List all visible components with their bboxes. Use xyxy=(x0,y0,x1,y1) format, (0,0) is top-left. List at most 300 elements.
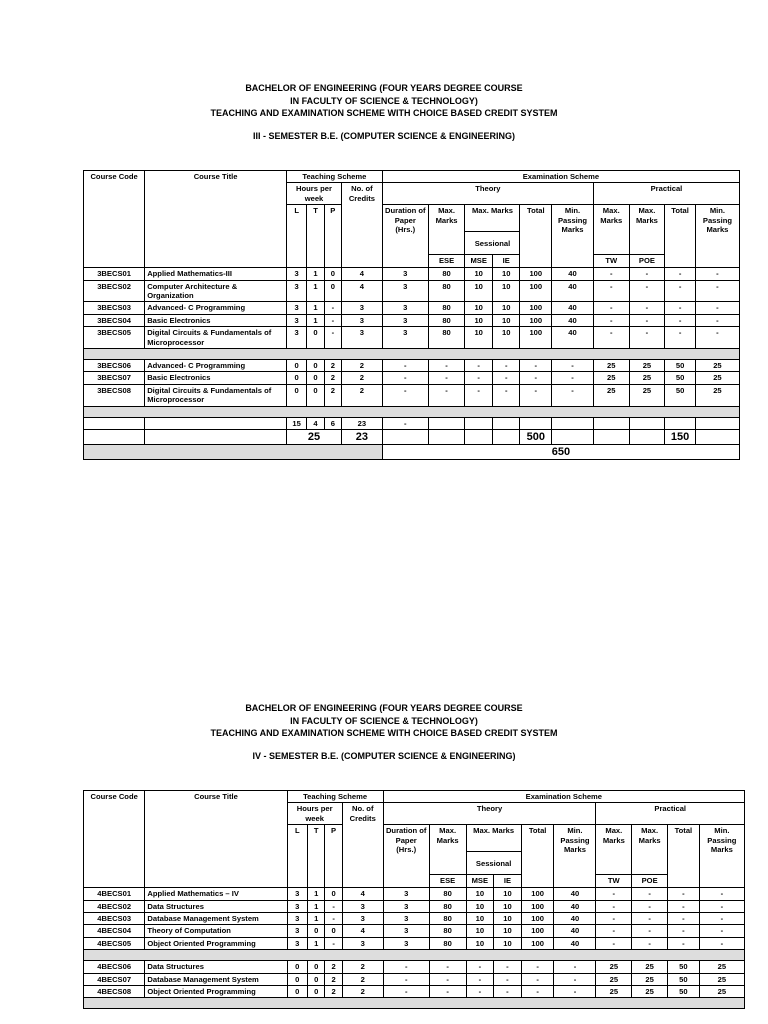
blank xyxy=(428,430,465,445)
cell-min-passing: 40 xyxy=(554,925,596,937)
cell-practical-total: - xyxy=(665,280,696,302)
cell-tw: 25 xyxy=(596,961,632,973)
cell-poe: - xyxy=(632,937,668,949)
cell-t: 0 xyxy=(307,384,324,406)
cell-course-code: 3BECS01 xyxy=(84,268,145,280)
cell-l: 3 xyxy=(286,280,306,302)
cell-practical-min: 25 xyxy=(699,986,744,998)
sem4-scheme-table xyxy=(83,790,745,1009)
cell-p: 0 xyxy=(324,280,341,302)
cell-course-code: 4BECS04 xyxy=(84,925,145,937)
cell-duration: 3 xyxy=(382,314,428,326)
cell-l: 0 xyxy=(287,961,307,973)
blank xyxy=(629,430,665,445)
col-theory: Theory xyxy=(382,183,593,205)
cell-p: 2 xyxy=(324,360,341,372)
cell-ie: 10 xyxy=(494,900,522,912)
cell-mse: 10 xyxy=(466,888,494,900)
cell-p: - xyxy=(324,302,341,314)
blank xyxy=(665,417,696,429)
col-hours-per-week: Hours per week xyxy=(287,803,342,825)
cell-course-code: 4BECS03 xyxy=(84,913,145,925)
cell-credits: 2 xyxy=(342,961,383,973)
cell-l: 0 xyxy=(287,973,307,985)
sem3-semester-title: III - SEMESTER B.E. (COMPUTER SCIENCE & ENGINEERING) xyxy=(252,130,516,141)
cell-p: 0 xyxy=(324,268,341,280)
col-duration: Duration of Paper (Hrs.) xyxy=(382,205,428,268)
cell-ese: - xyxy=(429,986,466,998)
sem3-totals xyxy=(84,417,740,459)
cell-practical-min: - xyxy=(695,268,739,280)
cell-course-title: Digital Circuits & Fundamentals of Microprocessor xyxy=(145,384,287,406)
cell-tw: 25 xyxy=(596,986,632,998)
cell-practical-total: - xyxy=(668,937,700,949)
cell-mse: 10 xyxy=(465,327,493,349)
cell-duration: 3 xyxy=(383,900,429,912)
col-teaching-scheme: Teaching Scheme xyxy=(287,791,383,803)
cell-ese: 80 xyxy=(429,900,466,912)
cell-l: 3 xyxy=(287,913,307,925)
cell-duration: 3 xyxy=(383,925,429,937)
col-duration: Duration of Paper (Hrs.) xyxy=(383,825,429,888)
cell-min-passing: - xyxy=(552,384,594,406)
cell-min-passing: - xyxy=(554,961,596,973)
cell-ie: 10 xyxy=(492,327,520,349)
cell-tw: - xyxy=(593,314,629,326)
credits-total: 23 xyxy=(342,430,383,445)
cell-duration: 3 xyxy=(382,268,428,280)
cell-tw: - xyxy=(596,888,632,900)
cell-practical-total: - xyxy=(668,913,700,925)
cell-ese: 80 xyxy=(428,268,465,280)
table-row xyxy=(84,314,740,326)
col-max-marks-sessional: Max. Marks xyxy=(465,205,520,232)
table-row xyxy=(84,913,745,925)
cell-practical-min: 25 xyxy=(699,973,744,985)
cell-ie: 10 xyxy=(492,280,520,302)
cell-practical-total: - xyxy=(668,900,700,912)
cell-credits: 4 xyxy=(342,925,383,937)
col-ie: IE xyxy=(494,875,522,888)
col-max-marks-ese: Max. Marks xyxy=(429,825,466,852)
col-max-marks-ese: Max. Marks xyxy=(428,205,465,232)
cell-credits: 2 xyxy=(342,360,383,372)
cell-ese: 80 xyxy=(428,327,465,349)
separator xyxy=(84,950,745,961)
cell-credits: 3 xyxy=(342,937,383,949)
cell-course-code: 3BECS07 xyxy=(84,372,145,384)
sem4-heading-line1: BACHELOR OF ENGINEERING (FOUR YEARS DEGREE COURSE xyxy=(245,703,523,713)
col-tw: TW xyxy=(593,255,629,268)
blank xyxy=(492,430,520,445)
cell-l: 3 xyxy=(287,925,307,937)
cell-duration: - xyxy=(382,372,428,384)
cell-tw: 25 xyxy=(593,372,629,384)
cell-tw: 25 xyxy=(593,384,629,406)
cell-practical-total: 50 xyxy=(668,961,700,973)
blank xyxy=(465,430,493,445)
cell-total: 100 xyxy=(520,314,552,326)
cell-ese: - xyxy=(428,372,465,384)
blank xyxy=(593,430,629,445)
cell-mse: 10 xyxy=(466,937,494,949)
cell-course-title: Object Oriented Programming xyxy=(145,986,287,998)
cell-poe: 25 xyxy=(632,973,668,985)
col-p: P xyxy=(325,825,342,888)
col-t: T xyxy=(308,825,325,888)
sem4-semester-title: IV - SEMESTER B.E. (COMPUTER SCIENCE & ENGINEERING) xyxy=(252,750,516,761)
cell-min-passing: 40 xyxy=(552,302,594,314)
cell-duration: 3 xyxy=(382,280,428,302)
cell-min-passing: 40 xyxy=(552,268,594,280)
col-poe: POE xyxy=(632,875,668,888)
col-examination-scheme: Examination Scheme xyxy=(382,171,739,183)
col-ese: ESE xyxy=(429,875,466,888)
table-row xyxy=(84,986,745,998)
blank xyxy=(629,232,665,255)
cell-course-title: Object Oriented Programming xyxy=(145,937,287,949)
cell-poe: - xyxy=(632,913,668,925)
cell-l: 3 xyxy=(286,314,306,326)
col-practical-min: Min. Passing Marks xyxy=(699,825,744,888)
cell-practical-total: 50 xyxy=(668,986,700,998)
sem4-theory-rows xyxy=(84,888,745,950)
cell-poe: 25 xyxy=(629,372,665,384)
cell-course-title: Advanced- C Programming xyxy=(145,302,287,314)
col-examination-scheme: Examination Scheme xyxy=(383,791,744,803)
cell-ese: 80 xyxy=(429,913,466,925)
cell-practical-min: - xyxy=(695,314,739,326)
col-sessional: Sessional xyxy=(465,232,520,255)
cell-poe: - xyxy=(632,900,668,912)
separator xyxy=(84,349,740,360)
cell-t: 0 xyxy=(308,986,325,998)
cell-poe: - xyxy=(632,925,668,937)
cell-t: 1 xyxy=(308,888,325,900)
col-practical-total: Total xyxy=(665,205,696,268)
theory-total: 500 xyxy=(520,430,552,445)
cell-practical-total: 50 xyxy=(668,973,700,985)
table-row xyxy=(84,360,740,372)
cell-l: 3 xyxy=(286,268,306,280)
col-course-code: Course Code xyxy=(84,791,145,888)
cell-ese: 80 xyxy=(429,888,466,900)
col-ese: ESE xyxy=(428,255,465,268)
col-practical-max-1: Max. Marks xyxy=(596,825,632,852)
cell-poe: - xyxy=(629,280,665,302)
blank xyxy=(429,852,466,875)
blank xyxy=(428,232,465,255)
sem4-table-header xyxy=(84,791,745,888)
cell-course-title: Database Management System xyxy=(145,913,287,925)
sem4-heading-line3: TEACHING AND EXAMINATION SCHEME WITH CHOICE BASED CREDIT SYSTEM xyxy=(210,728,558,738)
cell-course-code: 4BECS01 xyxy=(84,888,145,900)
cell-min-passing: - xyxy=(554,973,596,985)
cell-poe: - xyxy=(629,268,665,280)
blank xyxy=(596,852,632,875)
cell-credits: 2 xyxy=(342,986,383,998)
cell-min-passing: 40 xyxy=(554,888,596,900)
cell-min-passing: - xyxy=(552,360,594,372)
cell-course-code: 3BECS06 xyxy=(84,360,145,372)
cell-total: 100 xyxy=(521,888,554,900)
cell-total: 100 xyxy=(521,913,554,925)
cell-poe: - xyxy=(629,327,665,349)
cell-l: 0 xyxy=(287,986,307,998)
cell-course-code: 4BECS07 xyxy=(84,973,145,985)
cell-course-title: Digital Circuits & Fundamentals of Microprocessor xyxy=(145,327,287,349)
cell-total: - xyxy=(520,372,552,384)
cell-practical-min: 25 xyxy=(699,961,744,973)
cell-ie: 10 xyxy=(492,268,520,280)
cell-total: - xyxy=(520,384,552,406)
cell-p: - xyxy=(325,937,342,949)
cell-credits: 4 xyxy=(342,888,383,900)
col-course-code: Course Code xyxy=(84,171,145,268)
cell-total: - xyxy=(521,986,554,998)
blank xyxy=(84,445,383,460)
sem3-theory-rows xyxy=(84,268,740,349)
cell-duration: - xyxy=(383,986,429,998)
cell-practical-min: 25 xyxy=(695,384,739,406)
cell-min-passing: 40 xyxy=(552,314,594,326)
cell-practical-total: 50 xyxy=(665,372,696,384)
cell-poe: - xyxy=(629,302,665,314)
cell-mse: - xyxy=(465,372,493,384)
cell-p: 0 xyxy=(325,888,342,900)
cell-ese: - xyxy=(428,360,465,372)
cell-p: 2 xyxy=(324,384,341,406)
cell-ese: 80 xyxy=(429,925,466,937)
blank xyxy=(695,430,739,445)
cell-course-title: Advanced- C Programming xyxy=(145,360,287,372)
cell-min-passing: 40 xyxy=(554,937,596,949)
cell-practical-total: - xyxy=(668,925,700,937)
col-l: L xyxy=(287,825,307,888)
cell-mse: - xyxy=(466,973,494,985)
cell-min-passing: - xyxy=(552,372,594,384)
table-row xyxy=(84,268,740,280)
cell-total: 100 xyxy=(521,900,554,912)
cell-poe: 25 xyxy=(632,986,668,998)
blank xyxy=(145,430,287,445)
col-theory: Theory xyxy=(383,803,596,825)
cell-t: 0 xyxy=(308,961,325,973)
col-mse: MSE xyxy=(465,255,493,268)
sem4-gap-2 xyxy=(84,998,745,1009)
cell-practical-min: 25 xyxy=(695,372,739,384)
cell-practical-min: - xyxy=(699,913,744,925)
cell-ese: - xyxy=(428,384,465,406)
cell-poe: 25 xyxy=(629,360,665,372)
sem3-heading xyxy=(0,82,768,142)
cell-min-passing: - xyxy=(554,986,596,998)
cell-tw: 25 xyxy=(596,973,632,985)
col-t: T xyxy=(307,205,324,268)
cell-p: 2 xyxy=(325,986,342,998)
cell-poe: - xyxy=(629,314,665,326)
cell-min-passing: 40 xyxy=(552,280,594,302)
cell-credits: 3 xyxy=(342,302,383,314)
cell-duration: 3 xyxy=(383,888,429,900)
cell-practical-min: - xyxy=(699,937,744,949)
cell-total: - xyxy=(520,360,552,372)
cell-course-code: 4BECS05 xyxy=(84,937,145,949)
cell-mse: 10 xyxy=(466,925,494,937)
cell-p: - xyxy=(325,913,342,925)
blank xyxy=(629,417,665,429)
table-row xyxy=(84,302,740,314)
cell-duration: - xyxy=(383,973,429,985)
cell-ie: - xyxy=(492,360,520,372)
blank xyxy=(593,232,629,255)
cell-practical-min: - xyxy=(695,302,739,314)
cell-course-title: Data Structures xyxy=(145,900,287,912)
table-row xyxy=(84,372,740,384)
cell-total: 100 xyxy=(520,280,552,302)
sem3-gap-1 xyxy=(84,349,740,360)
blank xyxy=(593,417,629,429)
cell-practical-total: - xyxy=(665,314,696,326)
cell-ie: - xyxy=(492,384,520,406)
cell-course-title: Computer Architecture & Organization xyxy=(145,280,287,302)
cell-p: - xyxy=(324,327,341,349)
cell-l: 0 xyxy=(286,384,306,406)
cell-course-code: 4BECS08 xyxy=(84,986,145,998)
sem3-gap-2 xyxy=(84,406,740,417)
col-practical: Practical xyxy=(593,183,739,205)
cell-p: 2 xyxy=(325,961,342,973)
sem4-heading xyxy=(0,702,768,762)
cell-tw: - xyxy=(596,937,632,949)
cell-practical-total: 50 xyxy=(665,384,696,406)
cell-p: 2 xyxy=(325,973,342,985)
cell-duration: - xyxy=(383,961,429,973)
col-practical-max-1: Max. Marks xyxy=(593,205,629,232)
cell-practical-total: - xyxy=(668,888,700,900)
cell-t: 0 xyxy=(308,973,325,985)
sem3-scheme-table xyxy=(83,170,740,460)
cell-min-passing: 40 xyxy=(552,327,594,349)
cell-t: 0 xyxy=(307,327,324,349)
cell-t: 1 xyxy=(308,913,325,925)
blank xyxy=(632,852,668,875)
cell-mse: 10 xyxy=(466,900,494,912)
cell-l: 3 xyxy=(287,888,307,900)
cell-t: 0 xyxy=(308,925,325,937)
col-total: Total xyxy=(520,205,552,268)
col-p: P xyxy=(324,205,341,268)
cell-total: 100 xyxy=(520,268,552,280)
cell-ie: - xyxy=(492,372,520,384)
cell-practical-total: - xyxy=(665,302,696,314)
cell-tw: - xyxy=(593,268,629,280)
grand-total: 650 xyxy=(382,445,739,460)
cell-l: 0 xyxy=(286,360,306,372)
cell-ie: 10 xyxy=(494,913,522,925)
cell-poe: 25 xyxy=(629,384,665,406)
cell-l: 3 xyxy=(287,900,307,912)
cell-ie: 10 xyxy=(494,937,522,949)
cell-ie: 10 xyxy=(494,888,522,900)
cell-course-code: 4BECS02 xyxy=(84,900,145,912)
cell-min-passing: 40 xyxy=(554,900,596,912)
cell-poe: - xyxy=(632,888,668,900)
cell-practical-min: - xyxy=(699,900,744,912)
table-row xyxy=(84,900,745,912)
col-l: L xyxy=(286,205,306,268)
col-min-passing: Min. Passing Marks xyxy=(554,825,596,888)
cell-course-code: 3BECS03 xyxy=(84,302,145,314)
cell-t: 0 xyxy=(307,360,324,372)
cell-total: - xyxy=(521,961,554,973)
total-duration: - xyxy=(382,417,428,429)
total-l: 15 xyxy=(286,417,306,429)
cell-course-title: Applied Mathematics – IV xyxy=(145,888,287,900)
separator xyxy=(84,998,745,1009)
total-t: 4 xyxy=(307,417,324,429)
total-credits-sub: 23 xyxy=(342,417,383,429)
cell-duration: 3 xyxy=(382,327,428,349)
cell-poe: 25 xyxy=(632,961,668,973)
cell-p: - xyxy=(324,314,341,326)
col-max-marks-sessional: Max. Marks xyxy=(466,825,521,852)
cell-credits: 4 xyxy=(342,280,383,302)
col-sessional: Sessional xyxy=(466,852,521,875)
cell-p: 0 xyxy=(325,925,342,937)
cell-mse: 10 xyxy=(465,314,493,326)
col-teaching-scheme: Teaching Scheme xyxy=(286,171,382,183)
cell-practical-min: 25 xyxy=(695,360,739,372)
cell-ese: 80 xyxy=(428,280,465,302)
cell-ese: 80 xyxy=(428,314,465,326)
col-no-of-credits: No. of Credits xyxy=(342,803,383,888)
cell-credits: 2 xyxy=(342,973,383,985)
cell-p: - xyxy=(325,900,342,912)
cell-p: 2 xyxy=(324,372,341,384)
cell-course-code: 3BECS04 xyxy=(84,314,145,326)
col-poe: POE xyxy=(629,255,665,268)
table-row xyxy=(84,384,740,406)
cell-course-title: Applied Mathematics-III xyxy=(145,268,287,280)
cell-ie: 10 xyxy=(492,314,520,326)
table-row xyxy=(84,888,745,900)
blank xyxy=(552,417,594,429)
cell-mse: 10 xyxy=(466,913,494,925)
cell-course-title: Theory of Computation xyxy=(145,925,287,937)
cell-course-code: 3BECS05 xyxy=(84,327,145,349)
cell-t: 1 xyxy=(307,314,324,326)
table-row xyxy=(84,925,745,937)
blank xyxy=(492,417,520,429)
cell-practical-total: 50 xyxy=(665,360,696,372)
table-row xyxy=(84,327,740,349)
cell-total: 100 xyxy=(520,327,552,349)
cell-credits: 4 xyxy=(342,268,383,280)
cell-ie: - xyxy=(494,961,522,973)
cell-course-title: Basic Electronics xyxy=(145,372,287,384)
cell-duration: - xyxy=(382,360,428,372)
col-total: Total xyxy=(521,825,554,888)
cell-tw: - xyxy=(596,925,632,937)
total-p: 6 xyxy=(324,417,341,429)
sem4-practical-rows xyxy=(84,961,745,998)
cell-total: - xyxy=(521,973,554,985)
cell-tw: - xyxy=(596,913,632,925)
cell-t: 1 xyxy=(308,900,325,912)
col-no-of-credits: No. of Credits xyxy=(342,183,383,268)
blank xyxy=(465,417,493,429)
